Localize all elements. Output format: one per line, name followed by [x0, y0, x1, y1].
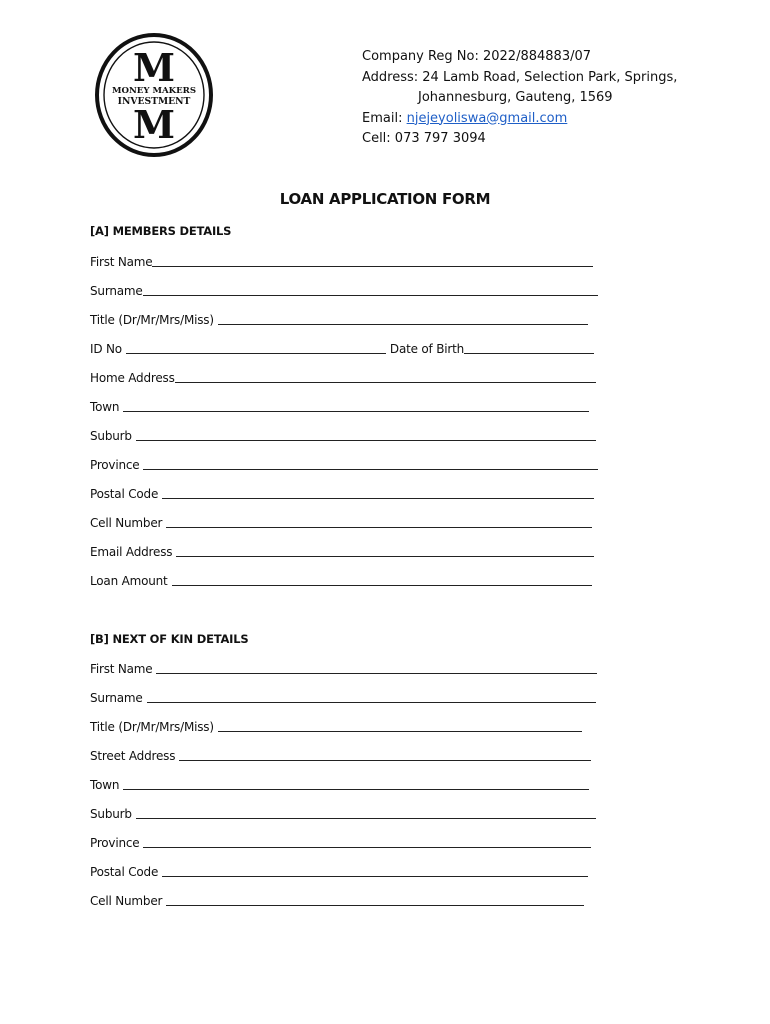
kin-first-name-field [90, 660, 597, 676]
kin-title-input[interactable] [218, 719, 582, 732]
member-loan-amount-field [90, 572, 592, 588]
member-surname-field [90, 282, 598, 298]
logo-emblem [94, 32, 214, 158]
kin-title-label: Title (Dr/Mr/Mrs/Miss) [90, 720, 214, 734]
member-province-field [90, 456, 598, 472]
kin-first-name-input[interactable] [156, 661, 597, 674]
member-cell-number-label: Cell Number [90, 516, 163, 530]
member-email-label: Email Address [90, 545, 173, 559]
member-suburb-input[interactable] [136, 428, 596, 441]
member-town-field [90, 398, 589, 414]
member-dob-label: Date of Birth [389, 342, 465, 356]
company-logo [94, 32, 214, 158]
kin-town-field [90, 776, 589, 792]
member-cell-number-field [90, 514, 592, 530]
member-home-address-field [90, 369, 596, 385]
member-postal-code-label: Postal Code [90, 487, 159, 501]
kin-title-field [90, 718, 582, 734]
member-home-address-label: Home Address [90, 371, 175, 385]
member-first-name-field [90, 253, 593, 269]
kin-street-address-field [90, 747, 591, 763]
member-id-input[interactable] [126, 341, 386, 354]
company-address-line2: Johannesburg, Gauteng, 1569 [418, 90, 613, 105]
member-email-input[interactable] [176, 544, 594, 557]
kin-province-field [90, 834, 591, 850]
member-town-input[interactable] [123, 399, 589, 412]
company-email-row [362, 109, 677, 130]
member-town-label: Town [90, 400, 120, 414]
company-reg: Company Reg No: 2022/884883/07 [362, 49, 592, 64]
kin-street-address-label: Street Address [90, 749, 176, 763]
member-suburb-field [90, 427, 596, 443]
member-title-input[interactable] [218, 312, 588, 325]
kin-surname-input[interactable] [147, 690, 596, 703]
kin-cell-number-input[interactable] [166, 893, 584, 906]
kin-suburb-field [90, 805, 596, 821]
email-link[interactable]: njejeyoliswa@gmail.com [406, 110, 568, 126]
member-loan-amount-label: Loan Amount [90, 574, 168, 588]
kin-suburb-input[interactable] [136, 806, 596, 819]
kin-town-label: Town [90, 778, 120, 792]
logo-letter-bottom: M [132, 102, 176, 147]
kin-first-name-label: First Name [90, 662, 153, 676]
company-info [362, 47, 677, 150]
kin-province-label: Province [90, 836, 140, 850]
logo-text-line2: INVESTMENT [117, 96, 191, 107]
company-address-line1: Address: 24 Lamb Road, Selection Park, Springs, [362, 69, 678, 85]
form-title: LOAN APPLICATION FORM [279, 190, 491, 208]
kin-street-address-input[interactable] [179, 748, 591, 761]
member-home-address-input[interactable] [175, 370, 596, 383]
member-id-label: ID No [90, 342, 122, 356]
member-title-label: Title (Dr/Mr/Mrs/Miss) [90, 313, 214, 327]
kin-surname-field [90, 689, 596, 705]
member-id-dob-field [90, 340, 594, 356]
section-b-heading: [B] NEXT OF KIN DETAILS [90, 632, 249, 646]
member-postal-code-input[interactable] [162, 486, 594, 499]
member-email-field [90, 543, 594, 559]
member-dob-input[interactable] [464, 341, 594, 354]
member-first-name-input[interactable] [152, 254, 593, 267]
kin-province-input[interactable] [143, 835, 591, 848]
logo-text-line1: MONEY MAKERS [111, 86, 197, 96]
member-surname-label: Surname [90, 284, 143, 298]
kin-cell-number-label: Cell Number [90, 894, 163, 908]
member-first-name-label: First Name [90, 255, 153, 269]
logo-letter-top: M [132, 45, 176, 90]
kin-surname-label: Surname [90, 691, 143, 705]
section-a-heading: [A] MEMBERS DETAILS [90, 224, 232, 238]
member-province-label: Province [90, 458, 140, 472]
kin-postal-code-label: Postal Code [90, 865, 159, 879]
member-surname-input[interactable] [143, 283, 598, 296]
kin-postal-code-field [90, 863, 588, 879]
member-suburb-label: Suburb [90, 429, 132, 443]
kin-suburb-label: Suburb [90, 807, 132, 821]
member-loan-amount-input[interactable] [172, 573, 592, 586]
kin-cell-number-field [90, 892, 584, 908]
kin-postal-code-input[interactable] [162, 864, 588, 877]
member-province-input[interactable] [143, 457, 598, 470]
member-cell-number-input[interactable] [166, 515, 592, 528]
email-label: Email: [362, 110, 403, 126]
member-postal-code-field [90, 485, 594, 501]
company-cell: Cell: 073 797 3094 [362, 131, 486, 146]
member-title-field [90, 311, 588, 327]
kin-town-input[interactable] [123, 777, 589, 790]
